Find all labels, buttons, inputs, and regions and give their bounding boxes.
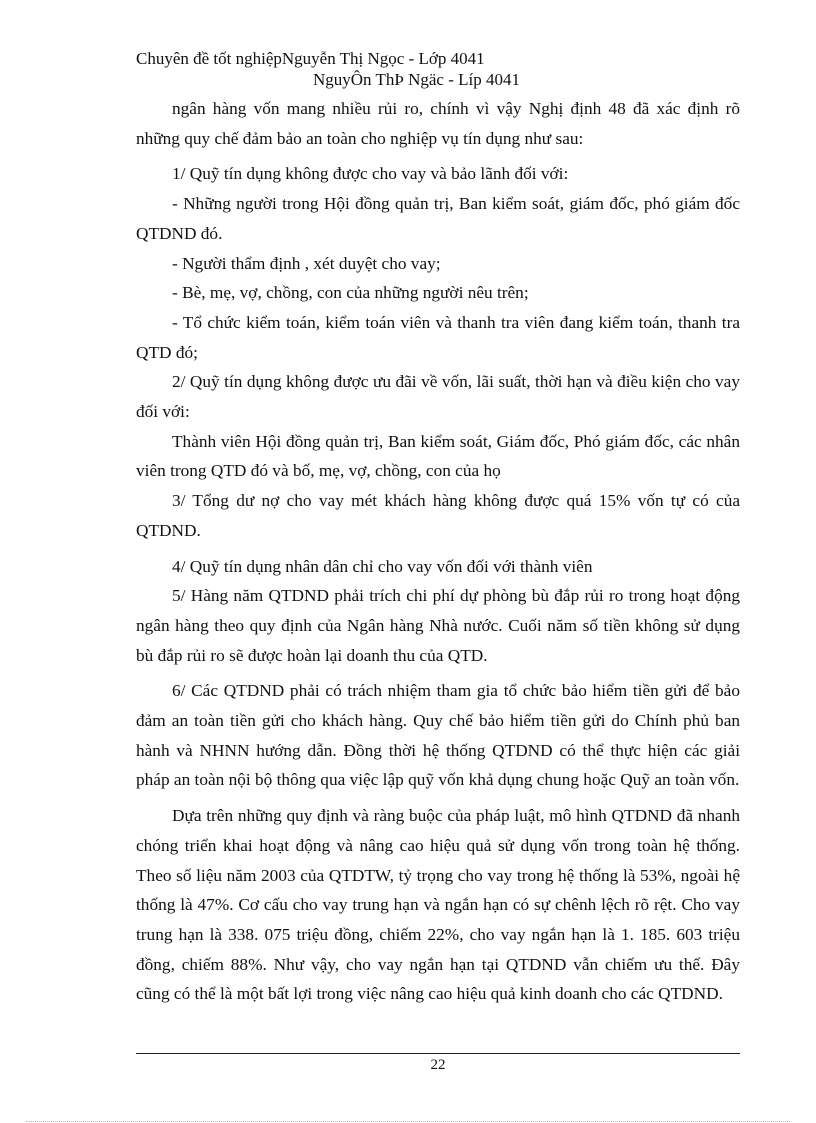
running-header-garbled: NguyÔn ThÞ Ngäc - Líp 4041	[313, 70, 520, 89]
paragraph: 6/ Các QTDND phải có trách nhiệm tham gia tổ chức bảo hiểm tiền gửi để bảo đảm an toàn tiền gửi cho khách hàng. Quy chế bảo hiểm tiền gửi do Chính phủ ban hành và NHNN hướng dẫn. Đồng thời hệ thống QTDND có thể thực hiện các giải pháp an toàn nội bộ thông qua việc lập quỹ vốn khả dụng chung hoặc Quỹ an toàn vốn.	[136, 681, 740, 790]
paragraph: 1/ Quỹ tín dụng không được cho vay và bảo lãnh đối với:	[172, 164, 569, 184]
page-bottom-border	[26, 1121, 790, 1122]
paragraph: - Người thẩm định , xét duyệt cho vay;	[172, 253, 441, 273]
document-body	[136, 94, 740, 1009]
paragraph: - Những người trong Hội đồng quản trị, Ban kiểm soát, giám đốc, phó giám đốc QTDND đó.	[136, 194, 740, 243]
paragraph: - Bè, mẹ, vợ, chồng, con của những người nêu trên;	[172, 283, 529, 303]
paragraph: 2/ Quỹ tín dụng không được ưu đãi về vốn, lãi suất, thời hạn và điều kiện cho vay đối với:	[136, 372, 740, 422]
paragraph: 3/ Tổng dư nợ cho vay mét khách hàng không được quá 15% vốn tự có của QTDND.	[136, 491, 740, 540]
paragraph: ngân hàng vốn mang nhiều rủi ro, chính vì vậy Nghị định 48 đã xác định rõ những quy chế đảm bảo an toàn cho nghiệp vụ tín dụng như sau:	[136, 99, 740, 148]
paragraph: 4/ Quỹ tín dụng nhân dân chỉ cho vay vốn đối với thành viên	[172, 556, 593, 576]
paragraph: 5/ Hàng năm QTDND phải trích chi phí dự phòng bù đắp rủi ro trong hoạt động ngân hàng theo quy định của Ngân hàng Nhà nước. Cuối năm số tiền không sử dụng bù đắp rủi ro sẽ được hoàn lại doanh thu của QTD.	[136, 586, 740, 665]
paragraph: Dựa trên những quy định và ràng buộc của pháp luật, mô hình QTDND đã nhanh chóng triển khai hoạt động và nâng cao hiệu quả sử dụng vốn trong toàn hệ thống. Theo số liệu năm 2003 của QTDTW, tỷ trọng cho vay trong hệ thống là 53%, ngoài hệ thống là 47%. Cơ cấu cho vay trung hạn và ngắn hạn có sự chênh lệch rõ rệt. Cho vay trung hạn là 338. 075 triệu đồng, chiếm 22%, cho vay ngắn hạn là 1. 185. 603 triệu đồng, chiếm 88%. Như vậy, cho vay ngắn hạn tại QTDND vẫn chiếm ưu thế. Đây cũng có thể là một bất lợi trong việc nâng cao hiệu quả kinh doanh cho các QTDND.	[136, 806, 740, 1004]
running-header: Chuyên đề tốt nghiệpNguyễn Thị Ngọc - Lớp 4041	[136, 49, 485, 68]
paragraph: Thành viên Hội đồng quản trị, Ban kiểm soát, Giám đốc, Phó giám đốc, các nhân viên trong QTD đó và bố, mẹ, vợ, chồng, con của họ	[136, 431, 740, 481]
paragraph: - Tổ chức kiểm toán, kiểm toán viên và thanh tra viên đang kiểm toán, thanh tra QTD đó;	[136, 312, 740, 362]
page-number: 22	[430, 1057, 446, 1073]
footer-divider	[136, 1053, 740, 1054]
